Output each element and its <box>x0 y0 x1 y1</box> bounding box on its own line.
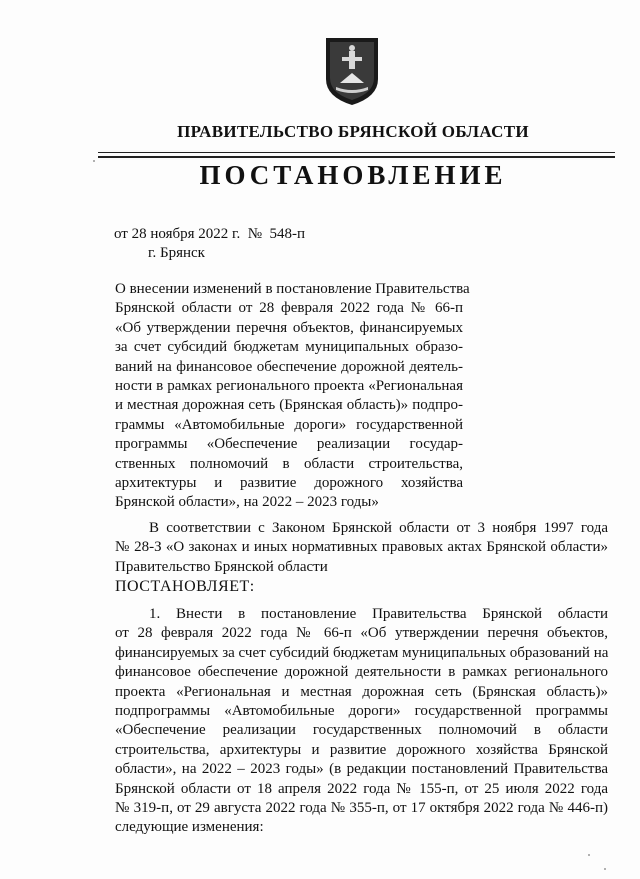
clause-line: подпрограммы «Автомобильные дороги» государственной программы <box>115 703 608 720</box>
subject-line: программы «Обеспечение реализации государ- <box>115 436 463 453</box>
preamble-line: № 28-З «О законах и иных нормативных правовых актах Брянской области» <box>115 539 608 556</box>
decree-word: ПОСТАНОВЛЯЕТ: <box>115 578 255 596</box>
subject-line: О внесении изменений в постановление Правительства <box>115 281 470 297</box>
clause-line: области», на 2022 – 2023 годы» (в редакции постановлений Правительства <box>115 761 608 778</box>
clause-line: Брянской области от 18 апреля 2022 года № 155-п, от 25 июля 2022 года <box>115 780 608 797</box>
clause-line: проекта «Региональная и местная дорожная сеть (Брянская область)» <box>115 683 608 700</box>
document-subject <box>115 280 470 513</box>
preamble-paragraph <box>115 519 608 597</box>
clause-line: «Обеспечение реализации государственных полномочий в области <box>115 722 608 739</box>
clause-line: 1. Внести в постановление Правительства Брянской области <box>149 606 608 622</box>
subject-line: граммы «Автомобильные дороги» государственной <box>115 416 463 433</box>
preamble-line: В соответствии с Законом Брянской области от 3 ноября 1997 года <box>149 520 608 536</box>
clause-1-paragraph <box>115 605 608 838</box>
organization-title: ПРАВИТЕЛЬСТВО БРЯНСКОЙ ОБЛАСТИ <box>177 122 529 141</box>
clause-line: финансовое обеспечение дорожной деятельности в рамках регионального <box>115 664 608 681</box>
header-divider-thin <box>98 152 615 153</box>
clause-line: от 28 февраля 2022 года № 66-п «Об утверждении перечня объектов, <box>115 625 608 642</box>
subject-line: «Об утверждении перечня объектов, финансируемых <box>115 319 463 336</box>
subject-line: ственных полномочий в области строительства, <box>115 455 463 472</box>
preamble-line: Правительство Брянской области <box>115 558 328 575</box>
subject-line: ности в рамках регионального проекта «Региональная <box>115 378 463 395</box>
subject-line: и местная дорожная сеть (Брянская область)» подпро- <box>115 397 463 414</box>
subject-line: архитектуры и развитие дорожного хозяйства <box>115 475 463 492</box>
subject-line: Брянской области», на 2022 – 2023 годы» <box>115 494 379 511</box>
subject-line: за счет субсидий бюджетам муниципальных образо- <box>115 339 463 356</box>
scan-speck <box>93 160 95 162</box>
bryansk-coat-of-arms-icon <box>322 35 382 107</box>
clause-line: следующие изменения: <box>115 819 264 836</box>
document-date-number: от 28 ноября 2022 г. № 548-п <box>114 226 306 242</box>
clause-line: финансируемых за счет субсидий бюджетам муниципальных образований на <box>115 644 609 661</box>
header-divider-thick <box>98 156 615 158</box>
clause-line: № 319-п, от 29 августа 2022 года № 355-п, от 17 октября 2022 года № 446-п) <box>115 800 608 817</box>
document-type-title: ПОСТАНОВЛЕНИЕ <box>199 160 507 190</box>
scan-speck <box>588 854 590 856</box>
document-city: г. Брянск <box>148 245 205 261</box>
subject-line: Брянской области от 28 февраля 2022 года № 66-п <box>115 300 463 317</box>
scan-speck <box>604 868 606 870</box>
clause-line: строительства, архитектуры и развитие дорожного хозяйства Брянской <box>115 741 608 758</box>
subject-line: ваний на финансовое обеспечение дорожной деятель- <box>115 358 463 375</box>
